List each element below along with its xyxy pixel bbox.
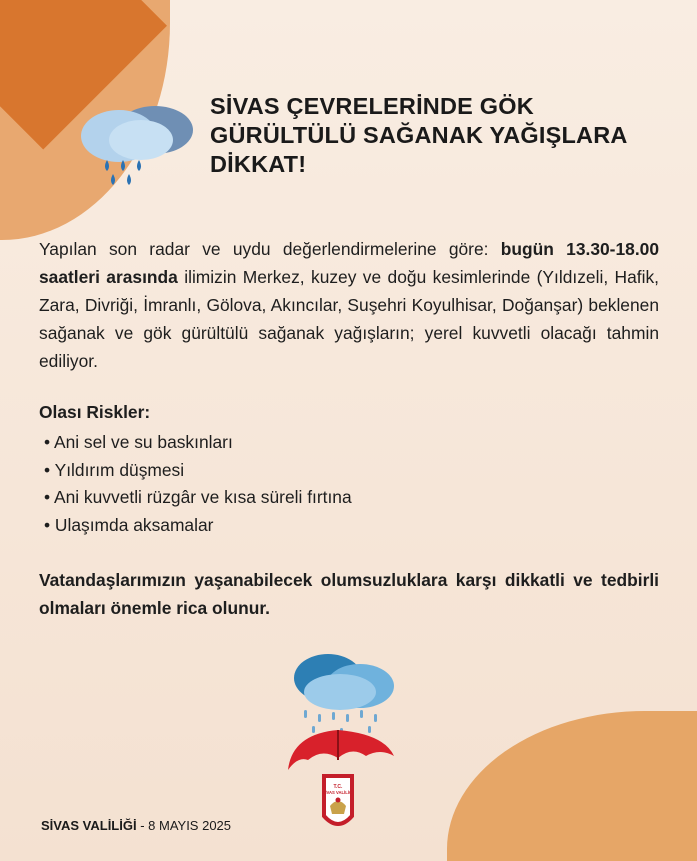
svg-text:T.C.: T.C. (333, 784, 343, 790)
footer-org: SİVAS VALİLİĞİ (41, 818, 137, 833)
risk-item: • Ani kuvvetli rüzgâr ve kısa süreli fırtına (44, 484, 352, 512)
footer (41, 818, 231, 833)
risks-heading: Olası Riskler: (39, 402, 151, 422)
risk-item: • Yıldırım düşmesi (44, 457, 352, 485)
risk-item: • Ani sel ve su baskınları (44, 429, 352, 457)
title-line: DİKKAT! (210, 151, 307, 177)
rain-cloud-icon (79, 98, 197, 188)
corner-decoration-bottom-right (447, 711, 697, 861)
intro-rest: ilimizin Merkez, kuzey ve doğu kesimlerinde (Yıldızeli, Hafik, Zara, Divriği, İmranlı, Gölova, Akıncılar, Suşehri Koyulhisar, Doğanşar) beklenen sağanak ve gök gürültülü sağanak yağışların; yerel kuvvetli olacağı tahmin ediliyor. (39, 267, 659, 371)
title-line: GÜRÜLTÜLÜ SAĞANAK YAĞIŞLARA (210, 122, 628, 148)
cloud-umbrella-emblem-icon (284, 648, 404, 848)
footer-date: - 8 MAYIS 2025 (136, 818, 232, 833)
header (79, 92, 679, 202)
intro-paragraph (39, 235, 659, 375)
svg-text:SİVAS VALİLİĞİ: SİVAS VALİLİĞİ (322, 790, 354, 795)
risks-list (44, 429, 352, 539)
intro-highlight: bugün 13.30-18.00 saatleri arasında (39, 239, 659, 287)
title-line: SİVAS ÇEVRELERİNDE GÖK (210, 93, 534, 119)
page-title (210, 92, 680, 179)
intro-lead: Yapılan son radar ve uydu değerlendirmelerine göre: (39, 239, 501, 259)
closing-statement: Vatandaşlarımızın yaşanabilecek olumsuzluklara karşı dikkatli ve tedbirli olmaları önemle rica olunur. (39, 570, 659, 618)
risk-item: • Ulaşımda aksamalar (44, 512, 352, 540)
